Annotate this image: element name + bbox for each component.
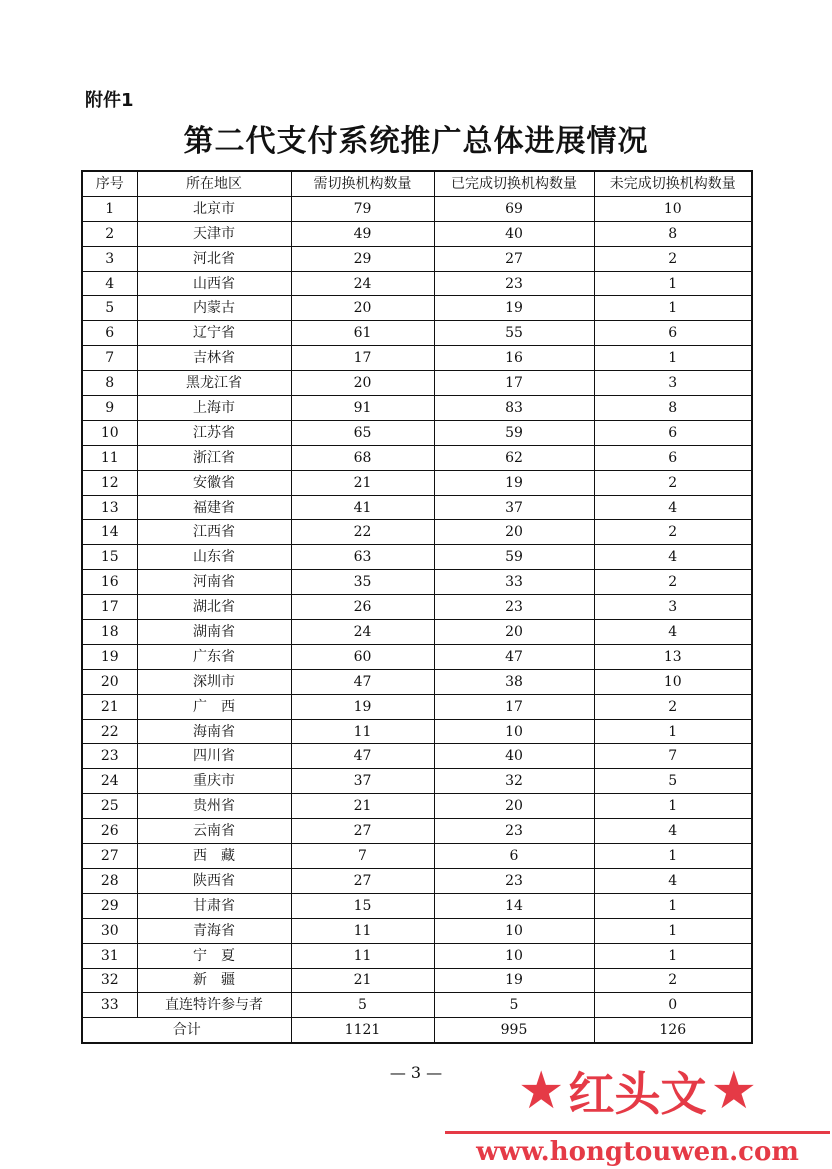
cell-remaining: 3 <box>594 371 752 396</box>
cell-index: 4 <box>82 271 137 296</box>
cell-completed: 6 <box>434 844 594 869</box>
cell-completed: 17 <box>434 371 594 396</box>
cell-region: 陕西省 <box>137 868 291 893</box>
cell-required: 91 <box>291 396 434 421</box>
cell-region: 上海市 <box>137 396 291 421</box>
cell-region: 安徽省 <box>137 470 291 495</box>
table-row <box>82 968 752 993</box>
cell-region: 直连特许参与者 <box>137 993 291 1018</box>
header-completed: 已完成切换机构数量 <box>434 171 594 196</box>
table-row <box>82 719 752 744</box>
table-row <box>82 371 752 396</box>
cell-completed: 10 <box>434 943 594 968</box>
cell-remaining: 1 <box>594 794 752 819</box>
cell-index: 12 <box>82 470 137 495</box>
cell-completed: 5 <box>434 993 594 1018</box>
total-label: 合计 <box>82 1018 291 1043</box>
cell-completed: 23 <box>434 271 594 296</box>
cell-required: 60 <box>291 644 434 669</box>
cell-index: 1 <box>82 196 137 221</box>
cell-remaining: 4 <box>594 545 752 570</box>
cell-required: 19 <box>291 694 434 719</box>
table-row <box>82 744 752 769</box>
cell-required: 41 <box>291 495 434 520</box>
cell-completed: 19 <box>434 470 594 495</box>
cell-index: 15 <box>82 545 137 570</box>
cell-index: 6 <box>82 321 137 346</box>
cell-completed: 32 <box>434 769 594 794</box>
cell-completed: 14 <box>434 893 594 918</box>
watermark-logo <box>445 1058 830 1124</box>
cell-completed: 83 <box>434 396 594 421</box>
cell-region: 青海省 <box>137 918 291 943</box>
cell-remaining: 2 <box>594 470 752 495</box>
cell-required: 61 <box>291 321 434 346</box>
table-row <box>82 794 752 819</box>
cell-region: 重庆市 <box>137 769 291 794</box>
cell-required: 11 <box>291 943 434 968</box>
cell-index: 2 <box>82 221 137 246</box>
cell-remaining: 0 <box>594 993 752 1018</box>
cell-index: 30 <box>82 918 137 943</box>
cell-completed: 23 <box>434 868 594 893</box>
cell-remaining: 4 <box>594 495 752 520</box>
table-row <box>82 246 752 271</box>
cell-remaining: 4 <box>594 620 752 645</box>
attachment-label: 附件1 <box>85 90 134 111</box>
watermark-text: 红头文 <box>568 1067 707 1121</box>
cell-region: 新 疆 <box>137 968 291 993</box>
cell-remaining: 8 <box>594 221 752 246</box>
cell-completed: 40 <box>434 744 594 769</box>
cell-required: 27 <box>291 819 434 844</box>
cell-required: 17 <box>291 346 434 371</box>
cell-required: 21 <box>291 794 434 819</box>
cell-remaining: 1 <box>594 296 752 321</box>
cell-required: 47 <box>291 744 434 769</box>
cell-completed: 33 <box>434 570 594 595</box>
cell-remaining: 2 <box>594 520 752 545</box>
cell-required: 79 <box>291 196 434 221</box>
cell-required: 21 <box>291 470 434 495</box>
total-remaining: 126 <box>594 1018 752 1043</box>
cell-region: 浙江省 <box>137 445 291 470</box>
cell-required: 68 <box>291 445 434 470</box>
cell-index: 8 <box>82 371 137 396</box>
table-row <box>82 420 752 445</box>
cell-region: 黑龙江省 <box>137 371 291 396</box>
cell-remaining: 13 <box>594 644 752 669</box>
cell-completed: 19 <box>434 968 594 993</box>
cell-region: 海南省 <box>137 719 291 744</box>
cell-remaining: 1 <box>594 719 752 744</box>
cell-required: 24 <box>291 271 434 296</box>
cell-index: 24 <box>82 769 137 794</box>
page-number: — 3 — <box>389 1063 443 1082</box>
cell-required: 21 <box>291 968 434 993</box>
cell-index: 27 <box>82 844 137 869</box>
cell-remaining: 10 <box>594 669 752 694</box>
cell-region: 湖南省 <box>137 620 291 645</box>
cell-region: 福建省 <box>137 495 291 520</box>
cell-completed: 19 <box>434 296 594 321</box>
table-row <box>82 819 752 844</box>
header-region: 所在地区 <box>137 171 291 196</box>
cell-remaining: 2 <box>594 694 752 719</box>
cell-remaining: 10 <box>594 196 752 221</box>
cell-required: 20 <box>291 296 434 321</box>
cell-completed: 10 <box>434 918 594 943</box>
cell-completed: 23 <box>434 819 594 844</box>
cell-remaining: 1 <box>594 943 752 968</box>
table-row <box>82 520 752 545</box>
cell-remaining: 3 <box>594 595 752 620</box>
table-row <box>82 346 752 371</box>
table-row <box>82 321 752 346</box>
cell-required: 27 <box>291 868 434 893</box>
cell-region: 贵州省 <box>137 794 291 819</box>
cell-index: 5 <box>82 296 137 321</box>
cell-region: 天津市 <box>137 221 291 246</box>
cell-index: 13 <box>82 495 137 520</box>
cell-required: 35 <box>291 570 434 595</box>
cell-region: 辽宁省 <box>137 321 291 346</box>
cell-completed: 47 <box>434 644 594 669</box>
table-row <box>82 271 752 296</box>
cell-region: 宁 夏 <box>137 943 291 968</box>
table-row <box>82 396 752 421</box>
cell-index: 21 <box>82 694 137 719</box>
cell-index: 16 <box>82 570 137 595</box>
cell-required: 29 <box>291 246 434 271</box>
cell-completed: 10 <box>434 719 594 744</box>
cell-remaining: 4 <box>594 819 752 844</box>
cell-completed: 23 <box>434 595 594 620</box>
header-index: 序号 <box>82 171 137 196</box>
cell-remaining: 1 <box>594 844 752 869</box>
cell-index: 33 <box>82 993 137 1018</box>
table-row <box>82 495 752 520</box>
cell-required: 63 <box>291 545 434 570</box>
table-row <box>82 620 752 645</box>
cell-region: 四川省 <box>137 744 291 769</box>
total-row <box>82 1018 752 1043</box>
cell-completed: 40 <box>434 221 594 246</box>
cell-completed: 17 <box>434 694 594 719</box>
cell-region: 吉林省 <box>137 346 291 371</box>
cell-index: 18 <box>82 620 137 645</box>
cell-index: 32 <box>82 968 137 993</box>
cell-index: 7 <box>82 346 137 371</box>
star-icon: ★ <box>710 1061 758 1121</box>
table-row <box>82 918 752 943</box>
cell-remaining: 2 <box>594 968 752 993</box>
cell-required: 26 <box>291 595 434 620</box>
cell-required: 37 <box>291 769 434 794</box>
cell-index: 3 <box>82 246 137 271</box>
cell-completed: 20 <box>434 794 594 819</box>
table-row <box>82 868 752 893</box>
header-required: 需切换机构数量 <box>291 171 434 196</box>
cell-required: 15 <box>291 893 434 918</box>
cell-index: 10 <box>82 420 137 445</box>
cell-completed: 59 <box>434 420 594 445</box>
cell-completed: 69 <box>434 196 594 221</box>
table-header-row <box>82 171 752 196</box>
cell-remaining: 2 <box>594 246 752 271</box>
watermark-url: www.hongtouwen.com <box>476 1137 799 1167</box>
cell-remaining: 2 <box>594 570 752 595</box>
cell-region: 湖北省 <box>137 595 291 620</box>
cell-remaining: 1 <box>594 346 752 371</box>
cell-required: 22 <box>291 520 434 545</box>
cell-required: 20 <box>291 371 434 396</box>
cell-region: 甘肃省 <box>137 893 291 918</box>
table-row <box>82 445 752 470</box>
table-row <box>82 644 752 669</box>
cell-remaining: 8 <box>594 396 752 421</box>
total-required: 1121 <box>291 1018 434 1043</box>
table-row <box>82 595 752 620</box>
cell-completed: 16 <box>434 346 594 371</box>
cell-remaining: 1 <box>594 893 752 918</box>
cell-region: 内蒙古 <box>137 296 291 321</box>
table-row <box>82 296 752 321</box>
table-row <box>82 769 752 794</box>
cell-required: 7 <box>291 844 434 869</box>
table-row <box>82 570 752 595</box>
cell-index: 11 <box>82 445 137 470</box>
cell-remaining: 1 <box>594 271 752 296</box>
cell-region: 江西省 <box>137 520 291 545</box>
cell-index: 19 <box>82 644 137 669</box>
cell-required: 11 <box>291 918 434 943</box>
cell-required: 65 <box>291 420 434 445</box>
cell-completed: 62 <box>434 445 594 470</box>
cell-index: 14 <box>82 520 137 545</box>
cell-region: 河北省 <box>137 246 291 271</box>
table-row <box>82 470 752 495</box>
watermark-divider <box>445 1131 830 1134</box>
table-row <box>82 893 752 918</box>
cell-region: 江苏省 <box>137 420 291 445</box>
cell-region: 广 西 <box>137 694 291 719</box>
table-row <box>82 943 752 968</box>
cell-completed: 38 <box>434 669 594 694</box>
cell-remaining: 1 <box>594 918 752 943</box>
cell-completed: 27 <box>434 246 594 271</box>
cell-index: 31 <box>82 943 137 968</box>
cell-completed: 59 <box>434 545 594 570</box>
cell-required: 5 <box>291 993 434 1018</box>
total-completed: 995 <box>434 1018 594 1043</box>
table-row <box>82 694 752 719</box>
table-row <box>82 669 752 694</box>
cell-remaining: 5 <box>594 769 752 794</box>
table-row <box>82 993 752 1018</box>
cell-region: 山东省 <box>137 545 291 570</box>
table-row <box>82 196 752 221</box>
table-body <box>82 196 752 1017</box>
table-row <box>82 221 752 246</box>
progress-table <box>81 170 753 1044</box>
cell-required: 47 <box>291 669 434 694</box>
cell-index: 25 <box>82 794 137 819</box>
table-row <box>82 844 752 869</box>
cell-index: 23 <box>82 744 137 769</box>
cell-index: 17 <box>82 595 137 620</box>
table-row <box>82 545 752 570</box>
cell-region: 云南省 <box>137 819 291 844</box>
cell-index: 9 <box>82 396 137 421</box>
star-icon: ★ <box>517 1061 565 1121</box>
cell-completed: 37 <box>434 495 594 520</box>
cell-completed: 20 <box>434 520 594 545</box>
cell-region: 河南省 <box>137 570 291 595</box>
cell-remaining: 6 <box>594 321 752 346</box>
cell-region: 西 藏 <box>137 844 291 869</box>
cell-region: 山西省 <box>137 271 291 296</box>
header-remaining: 未完成切换机构数量 <box>594 171 752 196</box>
cell-remaining: 4 <box>594 868 752 893</box>
cell-index: 22 <box>82 719 137 744</box>
watermark <box>445 1058 830 1169</box>
cell-index: 20 <box>82 669 137 694</box>
cell-index: 29 <box>82 893 137 918</box>
cell-index: 26 <box>82 819 137 844</box>
cell-region: 广东省 <box>137 644 291 669</box>
cell-remaining: 6 <box>594 420 752 445</box>
cell-required: 49 <box>291 221 434 246</box>
cell-completed: 55 <box>434 321 594 346</box>
cell-required: 24 <box>291 620 434 645</box>
cell-required: 11 <box>291 719 434 744</box>
cell-index: 28 <box>82 868 137 893</box>
cell-completed: 20 <box>434 620 594 645</box>
cell-remaining: 7 <box>594 744 752 769</box>
page-title: 第二代支付系统推广总体进展情况 <box>183 124 649 159</box>
cell-remaining: 6 <box>594 445 752 470</box>
cell-region: 深圳市 <box>137 669 291 694</box>
cell-region: 北京市 <box>137 196 291 221</box>
